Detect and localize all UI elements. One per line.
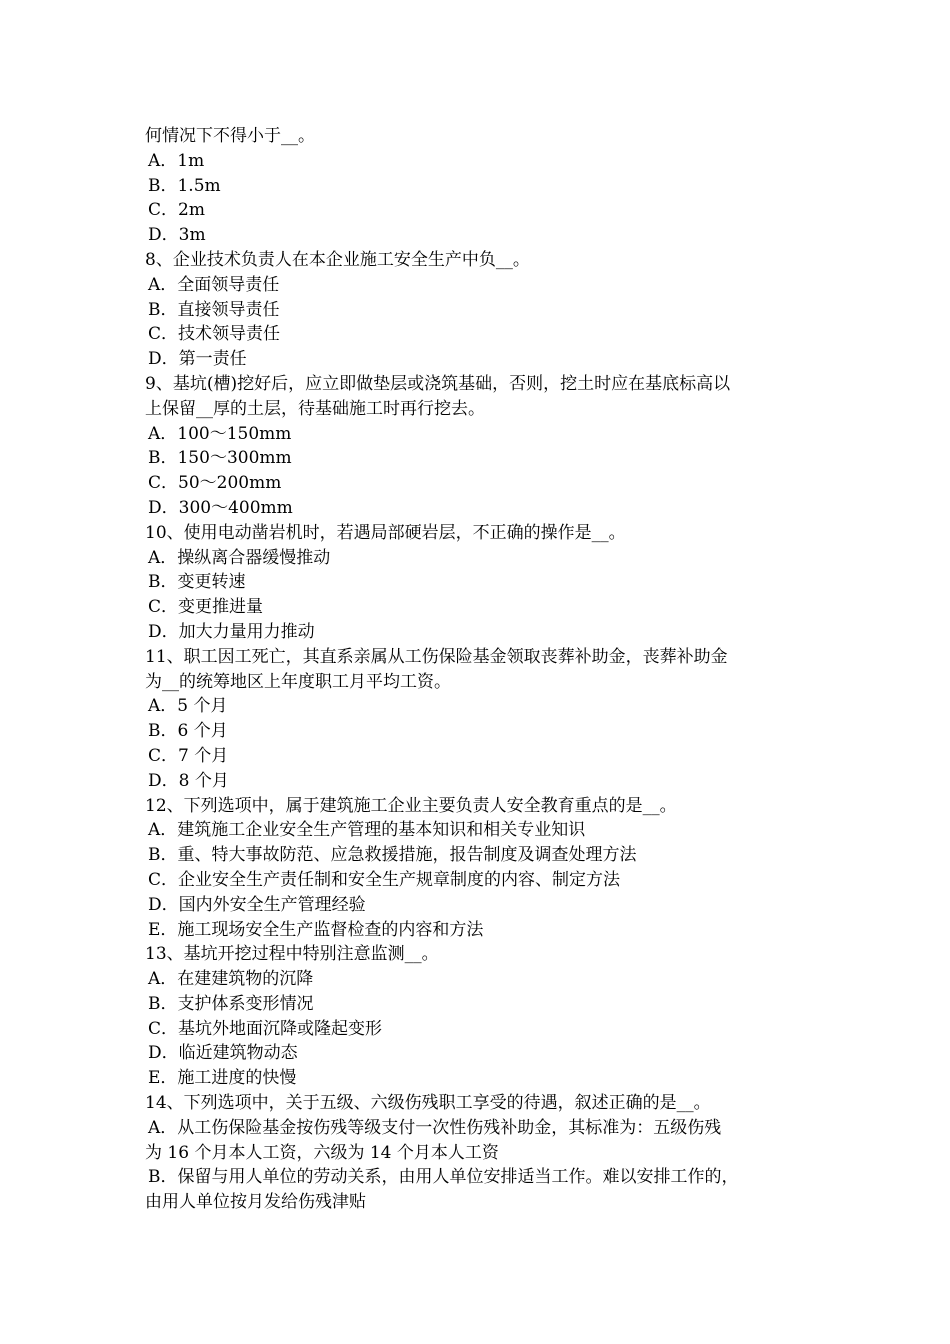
- question-text-block: [145, 124, 825, 1215]
- answer-option-line: A．操纵离合器缓慢推动: [148, 547, 331, 568]
- answer-option-line: B．保留与用人单位的劳动关系，由用人单位安排适当工作。难以安排工作的，: [148, 1167, 739, 1188]
- answer-option-line: A．在建建筑物的沉降: [148, 969, 314, 990]
- answer-option-line: C．技术领导责任: [148, 324, 281, 345]
- answer-option-line: D．第一责任: [148, 349, 247, 370]
- answer-option-line: B．重、特大事故防范、应急救援措施，报告制度及调查处理方法: [148, 845, 637, 866]
- question-text-line: 11、职工因工死亡，其直系亲属从工伤保险基金领取丧葬补助金，丧葬补助金: [145, 646, 728, 667]
- answer-option-line: E．施工现场安全生产监督检查的内容和方法: [148, 919, 484, 940]
- answer-option-line: B．150～300mm: [148, 448, 292, 469]
- question-text-line: 为__的统筹地区上年度职工月平均工资。: [145, 671, 451, 692]
- answer-option-line: B．直接领导责任: [148, 299, 280, 320]
- question-text-line: 上保留__厚的土层，待基础施工时再行挖去。: [145, 398, 485, 419]
- answer-option-line: C．2m: [148, 200, 205, 221]
- question-text-line: 由用人单位按月发给伤残津贴: [145, 1192, 366, 1213]
- answer-option-line: C．变更推进量: [148, 597, 264, 618]
- answer-option-line: A．从工伤保险基金按伤残等级支付一次性伤残补助金，其标准为：五级伤残: [148, 1117, 722, 1138]
- answer-option-line: D．8 个月: [148, 770, 229, 791]
- question-text-line: 8、企业技术负责人在本企业施工安全生产中负__。: [145, 249, 530, 270]
- answer-option-line: C．7 个月: [148, 745, 229, 766]
- question-text-line: 14、下列选项中，关于五级、六级伤残职工享受的待遇，叙述正确的是__。: [145, 1093, 711, 1114]
- answer-option-line: A．5 个月: [148, 696, 228, 717]
- answer-option-line: D．3m: [148, 225, 206, 246]
- answer-option-line: B．6 个月: [148, 721, 228, 742]
- question-text-line: 13、基坑开挖过程中特别注意监测__。: [145, 944, 439, 965]
- answer-option-line: A．全面领导责任: [148, 274, 280, 295]
- answer-option-line: A．100～150mm: [148, 423, 292, 444]
- question-text-line: 12、下列选项中，属于建筑施工企业主要负责人安全教育重点的是__。: [145, 795, 677, 816]
- answer-option-line: D．临近建筑物动态: [148, 1043, 298, 1064]
- answer-option-line: D．加大力量用力推动: [148, 621, 315, 642]
- question-text-line: 何情况下不得小于__。: [145, 126, 315, 146]
- answer-option-line: D．国内外安全生产管理经验: [148, 894, 366, 915]
- answer-option-line: B．支护体系变形情况: [148, 993, 314, 1014]
- answer-option-line: E．施工进度的快慢: [148, 1068, 297, 1089]
- answer-option-line: A．建筑施工企业安全生产管理的基本知识和相关专业知识: [148, 820, 586, 841]
- answer-option-line: A．1m: [148, 150, 205, 171]
- answer-option-line: C．企业安全生产责任制和安全生产规章制度的内容、制定方法: [148, 869, 621, 890]
- answer-option-line: D．300～400mm: [148, 497, 293, 518]
- answer-option-line: C．基坑外地面沉降或隆起变形: [148, 1018, 383, 1039]
- answer-option-line: B．1.5m: [148, 175, 221, 196]
- question-text-line: 9、基坑(槽)挖好后，应立即做垫层或浇筑基础，否则，挖土时应在基底标高以: [145, 373, 731, 394]
- question-text-line: 10、使用电动凿岩机时，若遇局部硬岩层，不正确的操作是__。: [145, 522, 626, 543]
- answer-option-line: C．50～200mm: [148, 473, 282, 494]
- answer-option-line: B．变更转速: [148, 572, 246, 593]
- question-text-line: 为 16 个月本人工资，六级为 14 个月本人工资: [145, 1142, 499, 1163]
